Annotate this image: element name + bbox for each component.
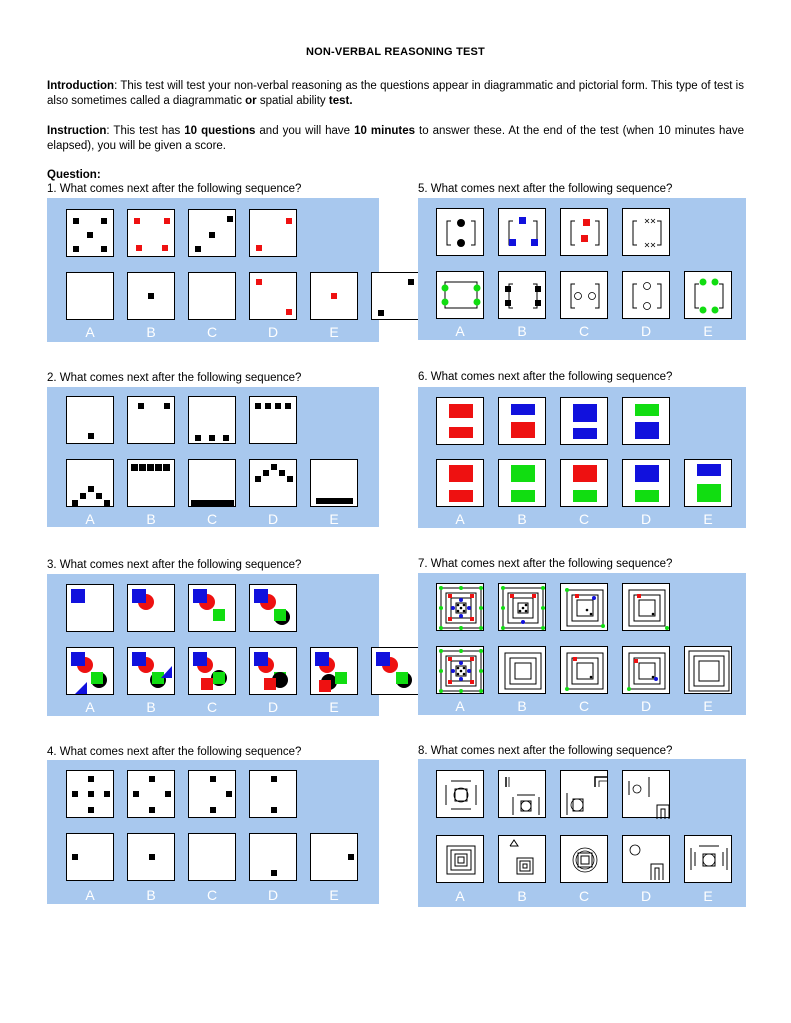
q5-option-A-figure[interactable]	[436, 271, 484, 319]
q4-sequence-figure-4	[249, 770, 297, 818]
q8-option-A-label: A	[455, 888, 465, 904]
q5-option-E-label: E	[703, 323, 713, 339]
q3-option-D-figure[interactable]	[249, 647, 297, 695]
q4-panel	[47, 760, 379, 904]
q1-option-undefined-figure[interactable]	[371, 272, 419, 320]
q6-option-C-label: C	[578, 511, 590, 527]
q4-option-D-figure[interactable]	[249, 833, 297, 881]
q7-sequence-figure-3	[560, 583, 608, 631]
q1-option-B-figure[interactable]	[127, 272, 175, 320]
q5-option-D-label: D	[640, 323, 652, 339]
q1-sequence-figure-4	[249, 209, 297, 257]
q2-option-A-figure[interactable]	[66, 459, 114, 507]
q8-sequence-figure-2	[498, 770, 546, 818]
q2-sequence-figure-2	[127, 396, 175, 444]
q1-option-C-figure[interactable]	[188, 272, 236, 320]
question-heading: Question:	[47, 169, 101, 181]
q8-option-C-figure[interactable]	[560, 835, 608, 883]
q8-sequence-figure-1	[436, 770, 484, 818]
q4-sequence-figure-3	[188, 770, 236, 818]
q8-panel	[418, 759, 746, 907]
q5-option-C-figure[interactable]	[560, 271, 608, 319]
q7-title: 7. What comes next after the following sequence?	[418, 558, 673, 570]
q8-option-D-label: D	[640, 888, 652, 904]
q6-sequence-figure-1	[436, 397, 484, 445]
q6-option-A-label: A	[455, 511, 465, 527]
q7-panel	[418, 573, 746, 715]
q5-sequence-figure-2	[498, 208, 546, 256]
q4-option-D-label: D	[267, 887, 279, 903]
page-title: NON-VERBAL REASONING TEST	[306, 46, 485, 58]
q6-option-E-figure[interactable]	[684, 459, 732, 507]
q6-option-B-figure[interactable]	[498, 459, 546, 507]
intro-label: Introduction	[47, 80, 115, 92]
q1-option-C-label: C	[206, 324, 218, 340]
q2-option-C-label: C	[206, 511, 218, 527]
q4-option-E-figure[interactable]	[310, 833, 358, 881]
q3-option-A-label: A	[85, 699, 95, 715]
q2-option-D-label: D	[267, 511, 279, 527]
q1-option-D-figure[interactable]	[249, 272, 297, 320]
intro-mid: spatial ability	[256, 95, 329, 107]
q4-option-C-figure[interactable]	[188, 833, 236, 881]
q8-option-A-figure[interactable]	[436, 835, 484, 883]
instruction-count: 10 questions	[184, 125, 256, 137]
q8-option-E-figure[interactable]	[684, 835, 732, 883]
q2-option-E-label: E	[329, 511, 339, 527]
q2-option-C-figure[interactable]	[188, 459, 236, 507]
q2-option-B-figure[interactable]	[127, 459, 175, 507]
q7-sequence-figure-2	[498, 583, 546, 631]
q8-title: 8. What comes next after the following sequence?	[418, 745, 673, 757]
q7-option-A-figure[interactable]	[436, 646, 484, 694]
q6-sequence-figure-4	[622, 397, 670, 445]
instruction-text-c: to answer these. At the end of the test (when 10 minutes have elapsed), you will be given a score.	[47, 125, 744, 152]
q8-sequence-figure-4	[622, 770, 670, 818]
q6-option-E-label: E	[703, 511, 713, 527]
q3-option-D-label: D	[267, 699, 279, 715]
q6-option-D-figure[interactable]	[622, 459, 670, 507]
q4-option-B-figure[interactable]	[127, 833, 175, 881]
q7-option-C-label: C	[578, 698, 590, 714]
q3-option-A-figure[interactable]	[66, 647, 114, 695]
q7-option-D-figure[interactable]	[622, 646, 670, 694]
q1-sequence-figure-1	[66, 209, 114, 257]
q6-panel	[418, 387, 746, 528]
q1-option-A-label: A	[85, 324, 95, 340]
q3-option-C-figure[interactable]	[188, 647, 236, 695]
q3-option-E-figure[interactable]	[310, 647, 358, 695]
q7-option-B-label: B	[517, 698, 527, 714]
intro-or: or	[245, 95, 257, 107]
q3-sequence-figure-2	[127, 584, 175, 632]
intro-test: test.	[328, 95, 353, 107]
q8-option-D-figure[interactable]	[622, 835, 670, 883]
q5-option-D-figure[interactable]	[622, 271, 670, 319]
q5-panel	[418, 198, 746, 340]
q5-sequence-figure-1	[436, 208, 484, 256]
q6-option-D-label: D	[640, 511, 652, 527]
q5-option-B-label: B	[517, 323, 527, 339]
q2-panel	[47, 387, 379, 527]
q7-sequence-figure-4	[622, 583, 670, 631]
q3-sequence-figure-3	[188, 584, 236, 632]
q2-option-D-figure[interactable]	[249, 459, 297, 507]
q2-sequence-figure-4	[249, 396, 297, 444]
q1-option-E-label: E	[329, 324, 339, 340]
q1-option-D-label: D	[267, 324, 279, 340]
q6-option-A-figure[interactable]	[436, 459, 484, 507]
q2-option-E-figure[interactable]	[310, 459, 358, 507]
q1-option-A-figure[interactable]	[66, 272, 114, 320]
q2-title: 2. What comes next after the following sequence?	[47, 372, 302, 384]
q3-option-C-label: C	[206, 699, 218, 715]
instruction-text-b: and you will have	[255, 125, 355, 137]
q2-option-A-label: A	[85, 511, 95, 527]
q6-option-C-figure[interactable]	[560, 459, 608, 507]
q3-panel	[47, 574, 379, 716]
q4-option-C-label: C	[206, 887, 218, 903]
introduction-paragraph	[47, 79, 744, 109]
q7-option-E-label: E	[703, 698, 713, 714]
q7-option-A-label: A	[455, 698, 465, 714]
q7-option-D-label: D	[640, 698, 652, 714]
q4-sequence-figure-2	[127, 770, 175, 818]
q8-sequence-figure-3	[560, 770, 608, 818]
q6-title: 6. What comes next after the following sequence?	[418, 371, 673, 383]
q3-option-B-label: B	[146, 699, 156, 715]
q4-sequence-figure-1	[66, 770, 114, 818]
q8-option-E-label: E	[703, 888, 713, 904]
q3-title: 3. What comes next after the following sequence?	[47, 559, 302, 571]
q3-option-undefined-figure[interactable]	[371, 647, 419, 695]
q5-sequence-figure-4	[622, 208, 670, 256]
q5-option-C-label: C	[578, 323, 590, 339]
q8-option-B-figure[interactable]	[498, 835, 546, 883]
q8-option-B-label: B	[517, 888, 527, 904]
q5-option-B-figure[interactable]	[498, 271, 546, 319]
q2-option-B-label: B	[146, 511, 156, 527]
q5-option-A-label: A	[455, 323, 465, 339]
instruction-label: Instruction	[47, 125, 107, 137]
q6-sequence-figure-3	[560, 397, 608, 445]
q3-sequence-figure-1	[66, 584, 114, 632]
instruction-paragraph	[47, 124, 744, 154]
q1-option-B-label: B	[146, 324, 156, 340]
q3-option-B-figure[interactable]	[127, 647, 175, 695]
q7-option-C-figure[interactable]	[560, 646, 608, 694]
q4-title: 4. What comes next after the following sequence?	[47, 746, 302, 758]
q3-option-E-label: E	[329, 699, 339, 715]
q4-option-A-label: A	[85, 887, 95, 903]
q5-option-E-figure[interactable]	[684, 271, 732, 319]
q1-option-E-figure[interactable]	[310, 272, 358, 320]
q4-option-B-label: B	[146, 887, 156, 903]
instruction-text-a: : This test has	[106, 125, 185, 137]
q6-option-B-label: B	[517, 511, 527, 527]
q1-sequence-figure-3	[188, 209, 236, 257]
q7-option-E-figure[interactable]	[684, 646, 732, 694]
q5-title: 5. What comes next after the following sequence?	[418, 183, 673, 195]
q5-sequence-figure-3	[560, 208, 608, 256]
q4-option-A-figure[interactable]	[66, 833, 114, 881]
q1-panel	[47, 198, 379, 342]
q6-sequence-figure-2	[498, 397, 546, 445]
q7-option-B-figure[interactable]	[498, 646, 546, 694]
q3-sequence-figure-4	[249, 584, 297, 632]
q1-title: 1. What comes next after the following sequence?	[47, 183, 302, 195]
q2-sequence-figure-1	[66, 396, 114, 444]
q7-sequence-figure-1	[436, 583, 484, 631]
q4-option-E-label: E	[329, 887, 339, 903]
q1-sequence-figure-2	[127, 209, 175, 257]
instruction-time: 10 minutes	[354, 125, 415, 137]
intro-text: : This test will test your non-verbal reasoning as the questions appear in diagrammatic and pictorial form. This type of test is also sometimes called a diagrammatic	[47, 80, 744, 107]
q8-option-C-label: C	[578, 888, 590, 904]
q2-sequence-figure-3	[188, 396, 236, 444]
